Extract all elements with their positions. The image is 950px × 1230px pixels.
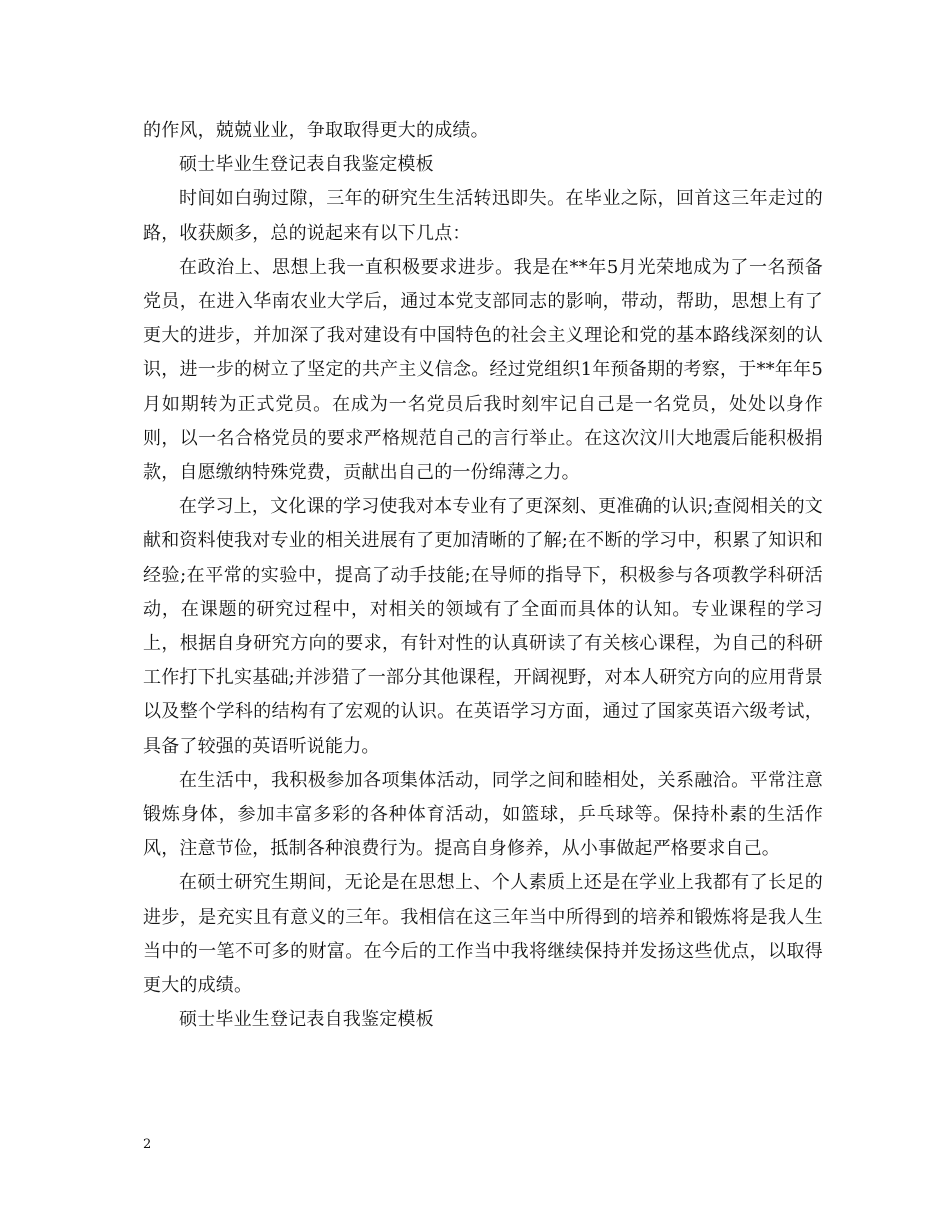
document-body: [143, 114, 823, 1037]
page-number: 2: [143, 1137, 152, 1152]
paragraph-summary: 在硕士研究生期间，无论是在思想上、个人素质上还是在学业上我都有了长足的进步，是充实且有意义的三年。我相信在这三年当中所得到的培养和锻炼将是我人生当中的一笔不可多的财富。在今后的工作当中我将继续保持并发扬这些优点，以取得更大的成绩。: [143, 872, 823, 997]
paragraph-study: 在学习上，文化课的学习使我对本专业有了更深刻、更准确的认识;查阅相关的文献和资料使我对专业的相关进展有了更加清晰的了解;在不断的学习中，积累了知识和经验;在平常的实验中，提高了动手技能;在导师的指导下，积极参与各项教学科研活动，在课题的研究过程中，对相关的领域有了全面而具体的认知。专业课程的学习上，根据自身研究方向的要求，有针对性的认真研读了有关核心课程，为自己的科研工作打下扎实基础;并涉猎了一部分其他课程，开阔视野，对本人研究方向的应用背景以及整个学科的结构有了宏观的认识。在英语学习方面，通过了国家英语六级考试，具备了较强的英语听说能力。: [143, 496, 823, 757]
paragraph-continuation: 的作风，兢兢业业，争取取得更大的成绩。: [143, 120, 489, 141]
section-title-repeat: 硕士毕业生登记表自我鉴定模板: [179, 1009, 434, 1031]
paragraph-life: 在生活中，我积极参加各项集体活动，同学之间和睦相处，关系融洽。平常注意锻炼身体，参加丰富多彩的各种体育活动，如篮球，乒乓球等。保持朴素的生活作风，注意节俭，抵制各种浪费行为。提高自身修养，从小事做起严格要求自己。: [143, 769, 823, 860]
paragraph-politics: 在政治上、思想上我一直积极要求进步。我是在**年5月光荣地成为了一名预备党员，在进入华南农业大学后，通过本党支部同志的影响，带动，帮助，思想上有了更大的进步，并加深了我对建设有中国特色的社会主义理论和党的基本路线深刻的认识，进一步的树立了坚定的共产主义信念。经过党组织1年预备期的考察，于**年年5月如期转为正式党员。在成为一名党员后我时刻牢记自己是一名党员，处处以身作则，以一名合格党员的要求严格规范自己的言行举止。在这次汶川大地震后能积极捐款，自愿缴纳特殊党费，贡献出自己的一份绵薄之力。: [143, 256, 823, 484]
section-title: 硕士毕业生登记表自我鉴定模板: [179, 154, 434, 176]
paragraph-intro: 时间如白驹过隙，三年的研究生生活转迅即失。在毕业之际，回首这三年走过的路，收获颇多，总的说起来有以下几点：: [143, 188, 823, 244]
